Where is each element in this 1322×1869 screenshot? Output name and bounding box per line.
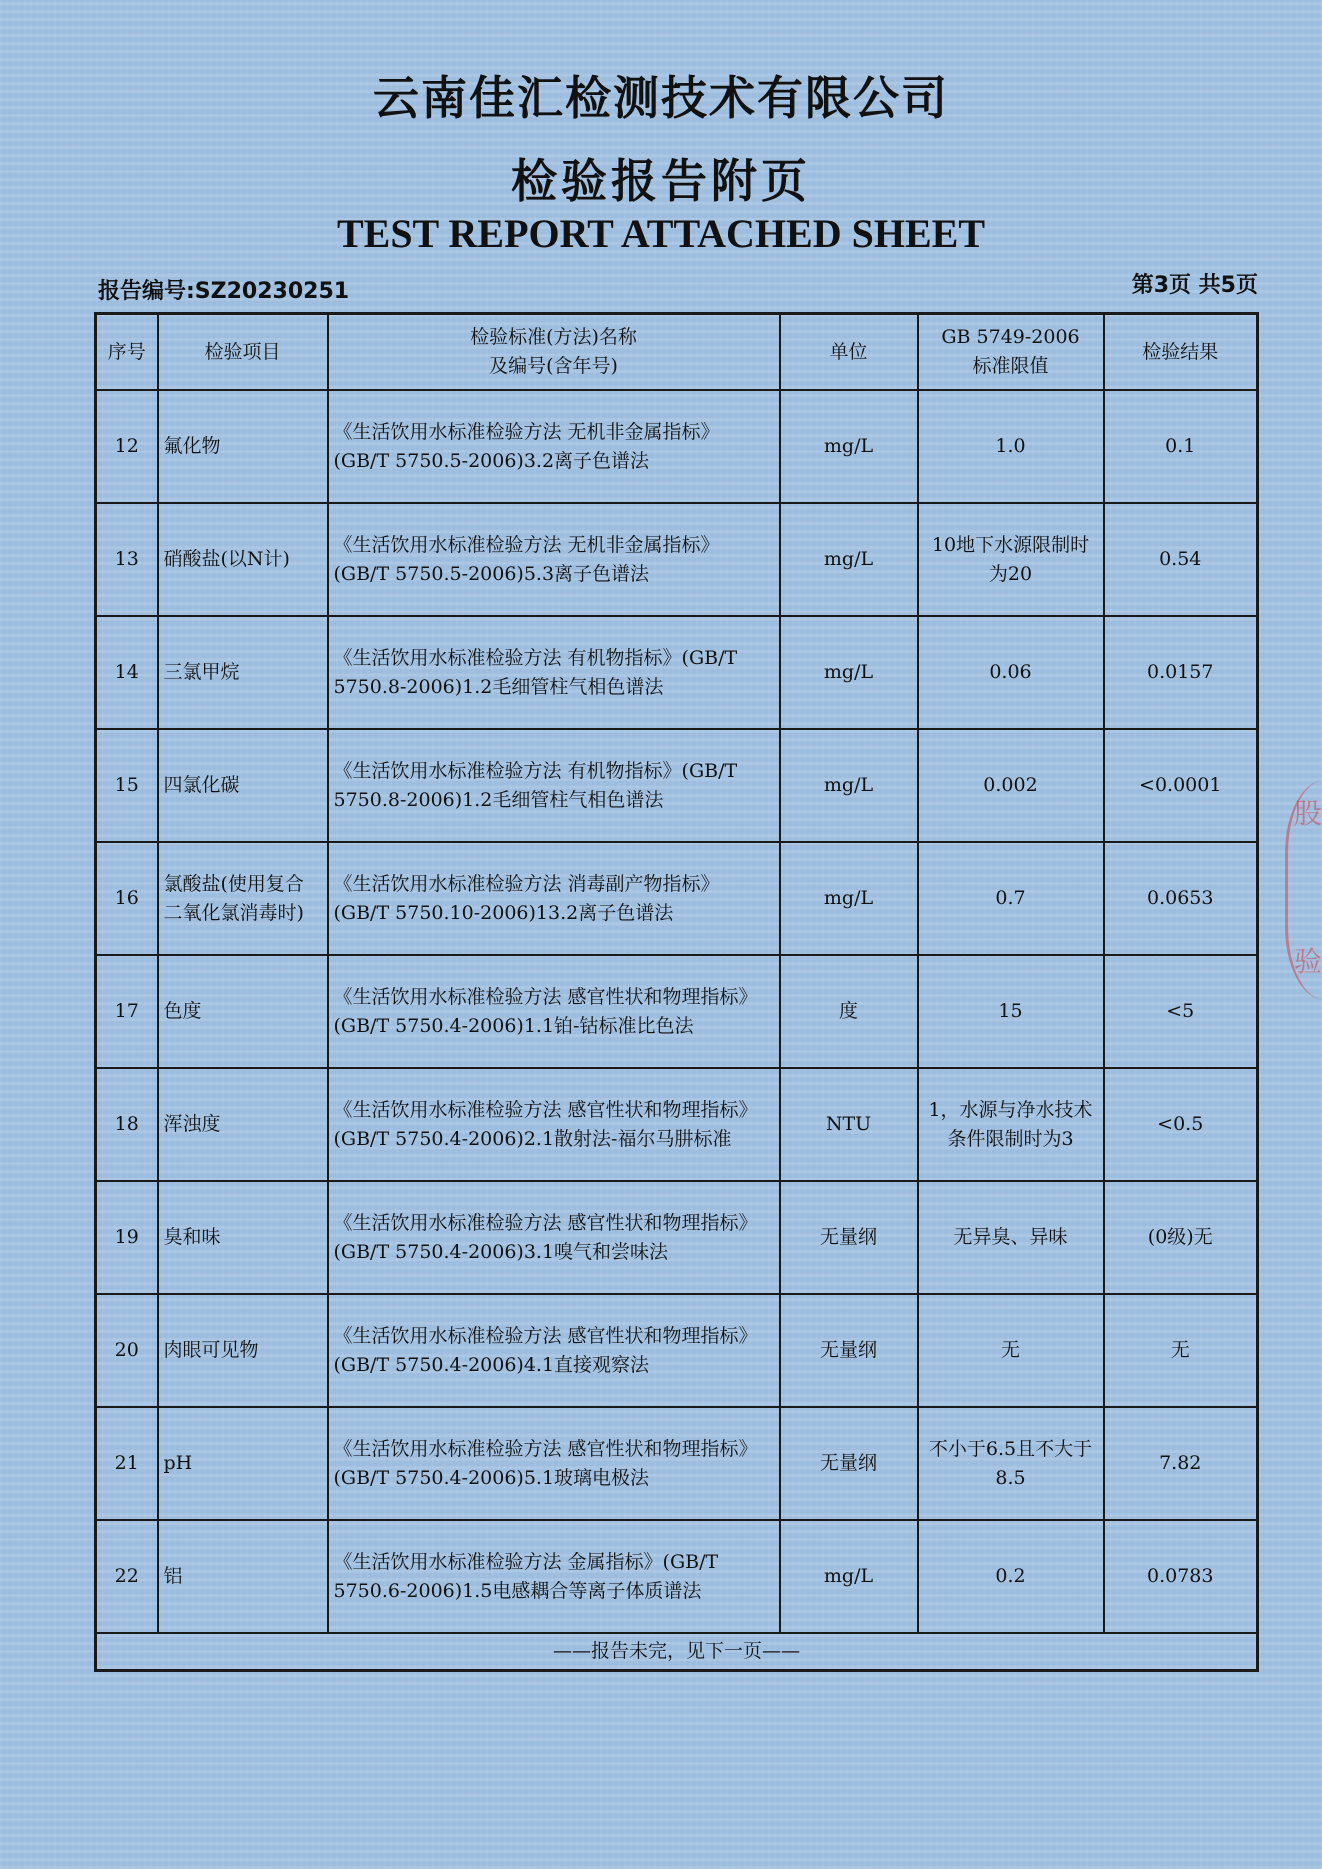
- table-row: [96, 1181, 1258, 1294]
- cell-seq: 16: [96, 842, 158, 955]
- cell-unit: 度: [780, 955, 918, 1068]
- cell-unit: mg/L: [780, 503, 918, 616]
- cell-method: 《生活饮用水标准检验方法 有机物指标》(GB/T 5750.8-2006)1.2毛细管柱气相色谱法: [328, 616, 780, 729]
- cell-method: 《生活饮用水标准检验方法 感官性状和物理指标》(GB/T 5750.4-2006)1.1铂-钴标准比色法: [328, 955, 780, 1068]
- continued-note: ——报告未完，见下一页——: [96, 1633, 1258, 1671]
- cell-unit: mg/L: [780, 1520, 918, 1633]
- table-footer-row: [96, 1633, 1258, 1671]
- cell-item: 三氯甲烷: [158, 616, 328, 729]
- header-unit: 单位: [780, 314, 918, 391]
- cell-result: 0.54: [1104, 503, 1258, 616]
- header-limit-line1: GB 5749-2006: [941, 326, 1080, 348]
- cell-unit: 无量纲: [780, 1407, 918, 1520]
- cell-seq: 13: [96, 503, 158, 616]
- header-method-line2: 及编号(含年号): [489, 355, 618, 377]
- cell-limit: 15: [918, 955, 1104, 1068]
- report-title-en: TEST REPORT ATTACHED SHEET: [336, 211, 986, 256]
- cell-limit: 0.2: [918, 1520, 1104, 1633]
- cell-item: 臭和味: [158, 1181, 328, 1294]
- table-header-row: [96, 314, 1258, 391]
- header-method: [328, 314, 780, 391]
- header-item: 检验项目: [158, 314, 328, 391]
- table-row: [96, 616, 1258, 729]
- cell-method: 《生活饮用水标准检验方法 感官性状和物理指标》(GB/T 5750.4-2006)3.1嗅气和尝味法: [328, 1181, 780, 1294]
- header-limit: [918, 314, 1104, 391]
- cell-method: 《生活饮用水标准检验方法 感官性状和物理指标》(GB/T 5750.4-2006)4.1直接观察法: [328, 1294, 780, 1407]
- cell-method: 《生活饮用水标准检验方法 感官性状和物理指标》(GB/T 5750.4-2006)2.1散射法-福尔马肼标准: [328, 1068, 780, 1181]
- cell-result: 0.0157: [1104, 616, 1258, 729]
- cell-result: 0.0783: [1104, 1520, 1258, 1633]
- cell-limit: 0.002: [918, 729, 1104, 842]
- cell-result: <5: [1104, 955, 1258, 1068]
- page-number: 第3页 共5页: [1131, 273, 1258, 298]
- cell-seq: 20: [96, 1294, 158, 1407]
- cell-method: 《生活饮用水标准检验方法 无机非金属指标》(GB/T 5750.5-2006)3.2离子色谱法: [328, 390, 780, 503]
- stamp-char-3: 验: [1294, 945, 1322, 978]
- cell-seq: 19: [96, 1181, 158, 1294]
- cell-unit: 无量纲: [780, 1181, 918, 1294]
- cell-result: <0.5: [1104, 1068, 1258, 1181]
- cell-seq: 14: [96, 616, 158, 729]
- cell-limit: 1，水源与净水技术条件限制时为3: [918, 1068, 1104, 1181]
- stamp-char-1: 股: [1294, 797, 1322, 830]
- company-name: 云南佳汇检测技术有限公司: [373, 71, 949, 125]
- cell-limit: 无: [918, 1294, 1104, 1407]
- cell-item: 四氯化碳: [158, 729, 328, 842]
- cell-seq: 18: [96, 1068, 158, 1181]
- cell-unit: mg/L: [780, 729, 918, 842]
- cell-method: 《生活饮用水标准检验方法 消毒副产物指标》(GB/T 5750.10-2006)13.2离子色谱法: [328, 842, 780, 955]
- table-row: [96, 955, 1258, 1068]
- red-seal-stamp: [1285, 780, 1322, 1000]
- cell-method: 《生活饮用水标准检验方法 金属指标》(GB/T 5750.6-2006)1.5电感耦合等离子体质谱法: [328, 1520, 780, 1633]
- cell-item: 铝: [158, 1520, 328, 1633]
- cell-item: 氟化物: [158, 390, 328, 503]
- cell-unit: 无量纲: [780, 1294, 918, 1407]
- header-method-line1: 检验标准(方法)名称: [470, 326, 637, 348]
- cell-method: 《生活饮用水标准检验方法 有机物指标》(GB/T 5750.8-2006)1.2毛细管柱气相色谱法: [328, 729, 780, 842]
- cell-item: 氯酸盐(使用复合二氧化氯消毒时): [158, 842, 328, 955]
- table-row: [96, 842, 1258, 955]
- header-seq: 序号: [96, 314, 158, 391]
- table-row: [96, 1520, 1258, 1633]
- cell-item: 浑浊度: [158, 1068, 328, 1181]
- cell-seq: 17: [96, 955, 158, 1068]
- cell-result: 0.0653: [1104, 842, 1258, 955]
- cell-limit: 无异臭、异味: [918, 1181, 1104, 1294]
- header-result: 检验结果: [1104, 314, 1258, 391]
- cell-seq: 15: [96, 729, 158, 842]
- test-results-table: [94, 312, 1259, 1672]
- cell-seq: 21: [96, 1407, 158, 1520]
- report-subtitle: 检验报告附页: [511, 154, 811, 208]
- cell-method: 《生活饮用水标准检验方法 无机非金属指标》(GB/T 5750.5-2006)5.3离子色谱法: [328, 503, 780, 616]
- cell-result: (0级)无: [1104, 1181, 1258, 1294]
- table-row: [96, 1294, 1258, 1407]
- cell-limit: 10地下水源限制时为20: [918, 503, 1104, 616]
- cell-unit: NTU: [780, 1068, 918, 1181]
- cell-item: 肉眼可见物: [158, 1294, 328, 1407]
- table-row: [96, 390, 1258, 503]
- cell-seq: 12: [96, 390, 158, 503]
- cell-unit: mg/L: [780, 390, 918, 503]
- header-limit-line2: 标准限值: [972, 355, 1049, 377]
- cell-unit: mg/L: [780, 842, 918, 955]
- report-number: 报告编号:SZ20230251: [98, 279, 350, 304]
- table-row: [96, 1068, 1258, 1181]
- cell-method: 《生活饮用水标准检验方法 感官性状和物理指标》(GB/T 5750.4-2006)5.1玻璃电极法: [328, 1407, 780, 1520]
- cell-item: pH: [158, 1407, 328, 1520]
- cell-result: 无: [1104, 1294, 1258, 1407]
- cell-limit: 不小于6.5且不大于8.5: [918, 1407, 1104, 1520]
- cell-item: 色度: [158, 955, 328, 1068]
- cell-limit: 0.06: [918, 616, 1104, 729]
- cell-result: <0.0001: [1104, 729, 1258, 842]
- cell-seq: 22: [96, 1520, 158, 1633]
- cell-item: 硝酸盐(以N计): [158, 503, 328, 616]
- cell-limit: 1.0: [918, 390, 1104, 503]
- cell-result: 7.82: [1104, 1407, 1258, 1520]
- cell-unit: mg/L: [780, 616, 918, 729]
- cell-result: 0.1: [1104, 390, 1258, 503]
- stamp-char-2: [1294, 870, 1322, 910]
- cell-limit: 0.7: [918, 842, 1104, 955]
- table-row: [96, 503, 1258, 616]
- table-row: [96, 1407, 1258, 1520]
- table-row: [96, 729, 1258, 842]
